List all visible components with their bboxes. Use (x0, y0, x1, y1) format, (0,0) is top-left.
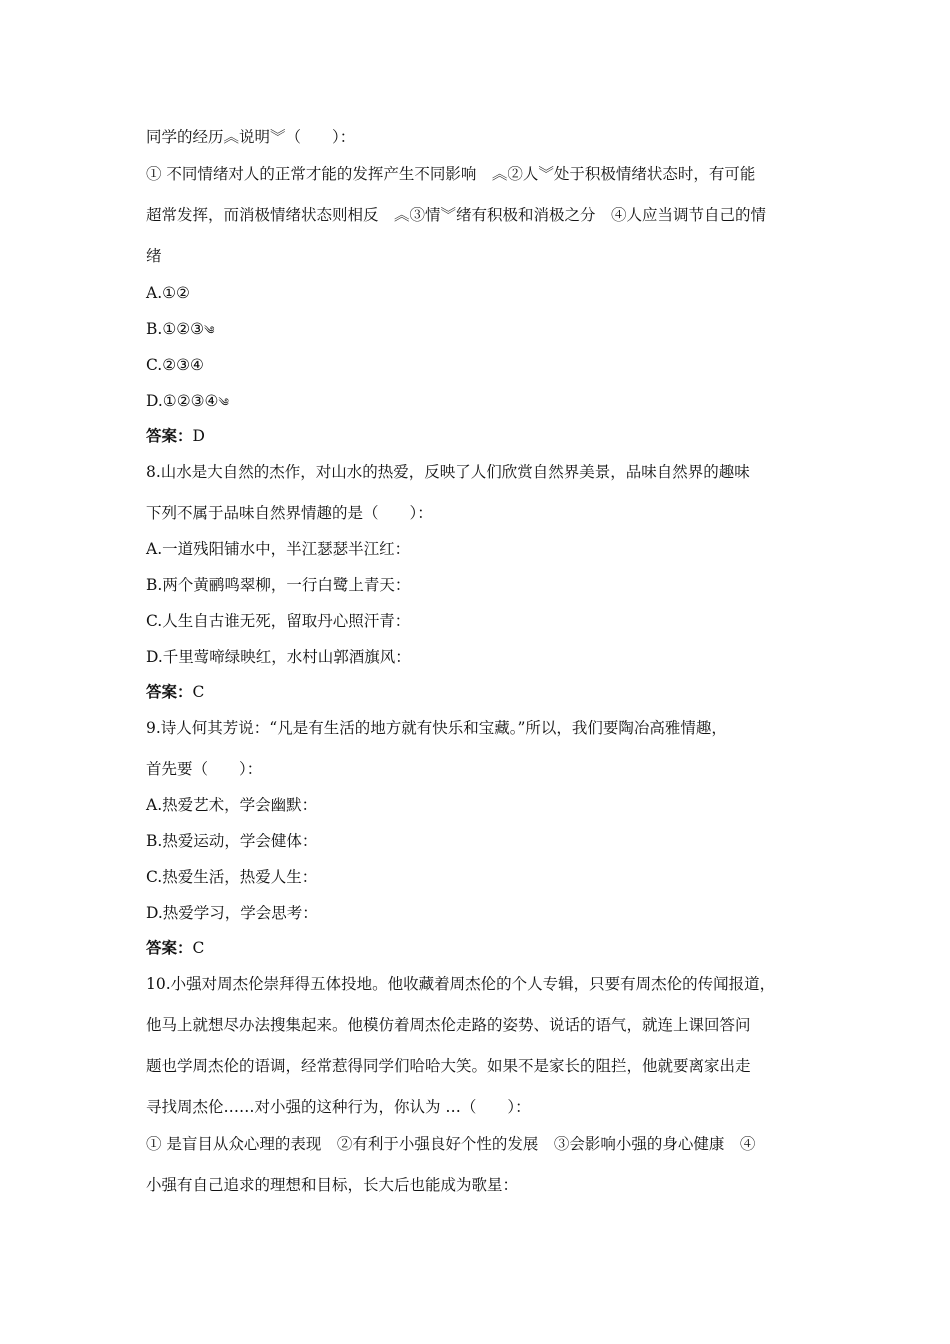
q9-choice-d: D.热爱学习，学会思考： (146, 904, 318, 922)
answer-label: 答案： (146, 683, 193, 701)
q7-options-line-2: 超常发挥，而消极情绪状态则相反 ︽③情︾绪有积极和消极之分 ④人应当调节自己的情 (146, 206, 767, 224)
q9-choice-a: A.热爱艺术，学会幽默： (146, 796, 318, 814)
q9-stem-line-1: 9.诗人何其芳说：“凡是有生活的地方就有快乐和宝藏。”所以，我们要陶冶高雅情趣， (146, 719, 727, 737)
q8-choice-b: B.两个黄鹂鸣翠柳，一行白鹭上青天： (146, 576, 411, 594)
q8-choice-d: D.千里莺啼绿映红，水村山郭酒旗风： (146, 648, 411, 666)
q10-options-line-2: 小强有自己追求的理想和目标，长大后也能成为歌星： (146, 1176, 519, 1194)
q8-stem-line-1: 8.山水是大自然的杰作，对山水的热爱，反映了人们欣赏自然界美景，品味自然界的趣味 (146, 463, 750, 481)
answer-label: 答案： (146, 939, 193, 957)
q9-answer (146, 937, 204, 959)
q9-choice-b: B.热爱运动，学会健体： (146, 832, 318, 850)
q8-stem-line-2: 下列不属于品味自然界情趣的是（ ）： (146, 504, 433, 522)
q7-choice-b (146, 318, 215, 342)
q7-choice-d-text: D.①②③④ (146, 392, 219, 410)
q9-stem-line-2: 首先要（ ）： (146, 760, 263, 778)
q7-options-line-1: ① 不同情绪对人的正常才能的发挥产生不同影响 ︽②人︾处于积极情绪状态时，有可能 (146, 165, 756, 183)
answer-label: 答案： (146, 427, 193, 445)
q8-choice-a: A.一道残阳铺水中，半江瑟瑟半江红： (146, 540, 411, 558)
q10-stem-line-1: 10.小强对周杰伦崇拜得五体投地。他收藏着周杰伦的个人专辑，只要有周杰伦的传闻报道， (146, 975, 776, 993)
q10-stem-line-3: 题也学周杰伦的语调，经常惹得同学们哈哈大笑。如果不是家长的阻拦，他就要离家出走 (146, 1057, 751, 1075)
q10-options-line-1: ① 是盲目从众心理的表现 ②有利于小强良好个性的发展 ③会影响小强的身心健康 ④ (146, 1135, 756, 1153)
q8-choice-c: C.人生自古谁无死，留取丹心照汗青： (146, 612, 411, 630)
answer-value: C (192, 939, 205, 957)
q10-stem-line-2: 他马上就想尽办法搜集起来。他模仿着周杰伦走路的姿势、说话的语气，就连上课回答问 (146, 1016, 751, 1034)
answer-value: C (192, 683, 205, 701)
q7-choice-b-mark: ༄ (204, 324, 215, 337)
q7-answer (146, 425, 205, 447)
q7-options-line-3: 绪 (146, 247, 162, 265)
q7-choice-c: C.②③④ (146, 356, 204, 374)
answer-value: D (192, 427, 205, 445)
q7-choice-d (146, 390, 229, 414)
q7-choice-b-text: B.①②③ (146, 320, 205, 338)
q8-answer (146, 681, 204, 703)
q9-choice-c: C.热爱生活，热爱人生： (146, 868, 318, 886)
q7-choice-a: A.①② (146, 284, 190, 302)
q7-choice-d-mark: ༄ (218, 396, 229, 409)
q10-stem-line-4: 寻找周杰伦……对小强的这种行为，你认为 …（ ）： (146, 1098, 531, 1116)
q7-stem-continuation: 同学的经历︽说明︾（ ）： (146, 128, 356, 146)
